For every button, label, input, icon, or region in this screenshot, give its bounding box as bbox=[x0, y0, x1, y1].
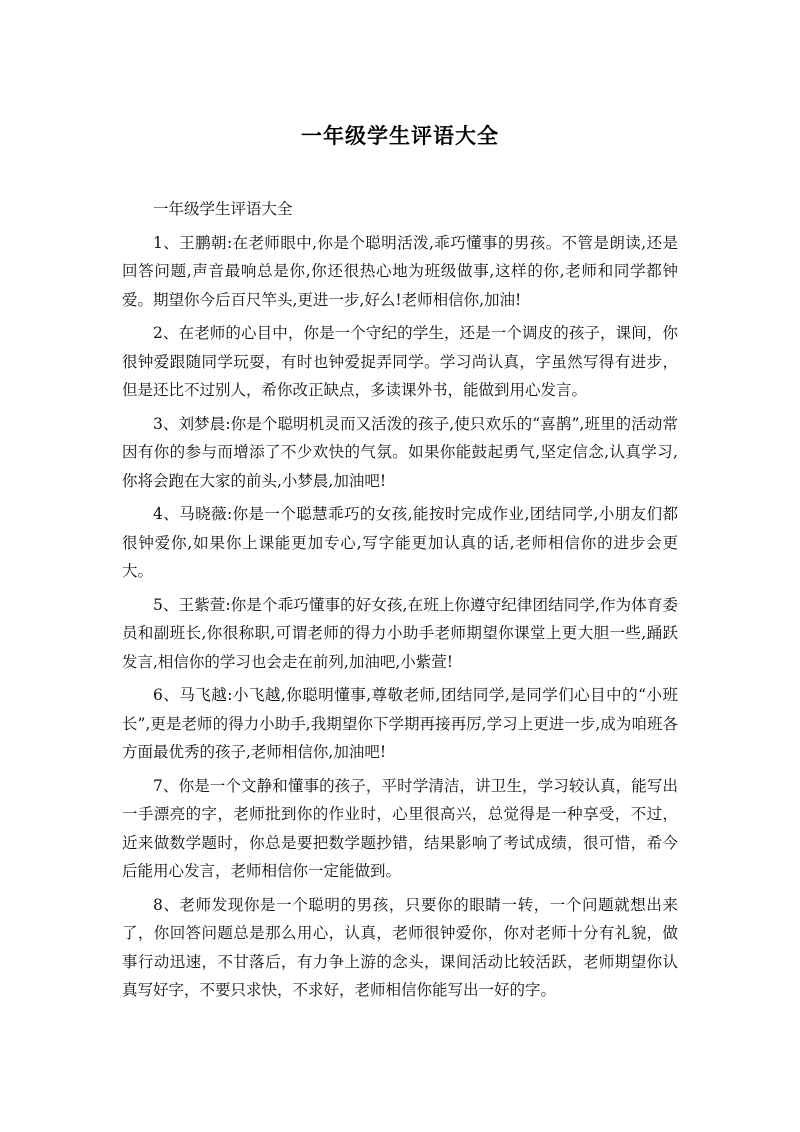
comment-paragraph-7: 7、你是一个文静和懂事的孩子，平时学清洁，讲卫生，学习较认真，能写出一手漂亮的字，老师批到你的作业时，心里很高兴，总觉得是一种享受，不过，近来做数学题时，你总是要把数学题抄错，结果影响了考试成绩，很可惜，希今后能用心发言，老师相信你一定能做到。 bbox=[122, 776, 678, 880]
comment-paragraph-6: 6、马飞越:小飞越,你聪明懂事,尊敬老师,团结同学,是同学们心目中的“小班长”,更是老师的得力小助手,我期望你下学期再接再厉,学习上更进一步,成为咱班各方面最优秀的孩子,老师相信你,加油吧! bbox=[122, 686, 678, 761]
document-title: 一年级学生评语大全 bbox=[301, 124, 499, 148]
comment-paragraph-8: 8、老师发现你是一个聪明的男孩，只要你的眼睛一转，一个问题就想出来了，你回答问题总是那么用心，认真，老师很钟爱你，你对老师十分有礼貌，做事行动迅速，不甘落后，有力争上游的念头，课间活动比较活跃，老师期望你认真写好字，不要只求快，不求好，老师相信你能写出一好的字。 bbox=[122, 895, 678, 999]
comment-paragraph-5: 5、王紫萱:你是个乖巧懂事的好女孩,在班上你遵守纪律团结同学,作为体育委员和副班长,你很称职,可谓老师的得力小助手老师期望你课堂上更大胆一些,踊跃发言,相信你的学习也会走在前列,加油吧,小紫萱! bbox=[122, 595, 678, 671]
comment-paragraph-3: 3、刘梦晨:你是个聪明机灵而又活泼的孩子,使只欢乐的“喜鹊”,班里的活动常因有你的参与而增添了不少欢快的气氛。如果你能鼓起勇气,坚定信念,认真学习,你将会跑在大家的前头,小梦晨,加油吧! bbox=[122, 414, 678, 490]
subtitle-paragraph: 一年级学生评语大全 bbox=[153, 200, 293, 218]
comment-paragraph-2: 2、在老师的心目中，你是一个守纪的学生，还是一个调皮的孩子，课间，你很钟爱跟随同学玩耍，有时也钟爱捉弄同学。学习尚认真，字虽然写得有进步，但是还比不过别人，希你改正缺点，多读课外书，能做到用心发言。 bbox=[122, 324, 678, 399]
comment-paragraph-4: 4、马晓薇:你是一个聪慧乖巧的女孩,能按时完成作业,团结同学,小朋友们都很钟爱你,如果你上课能更加专心,写字能更加认真的话,老师相信你的进步会更大。 bbox=[122, 505, 678, 580]
document-body bbox=[122, 195, 678, 1010]
comment-paragraph-1: 1、王鹏朝:在老师眼中,你是个聪明活泼,乖巧懂事的男孩。不管是朗读,还是回答问题,声音最响总是你,你还很热心地为班级做事,这样的你,老师和同学都钟爱。期望你今后百尺竿头,更进一步,好么!老师相信你,加油! bbox=[122, 233, 678, 309]
